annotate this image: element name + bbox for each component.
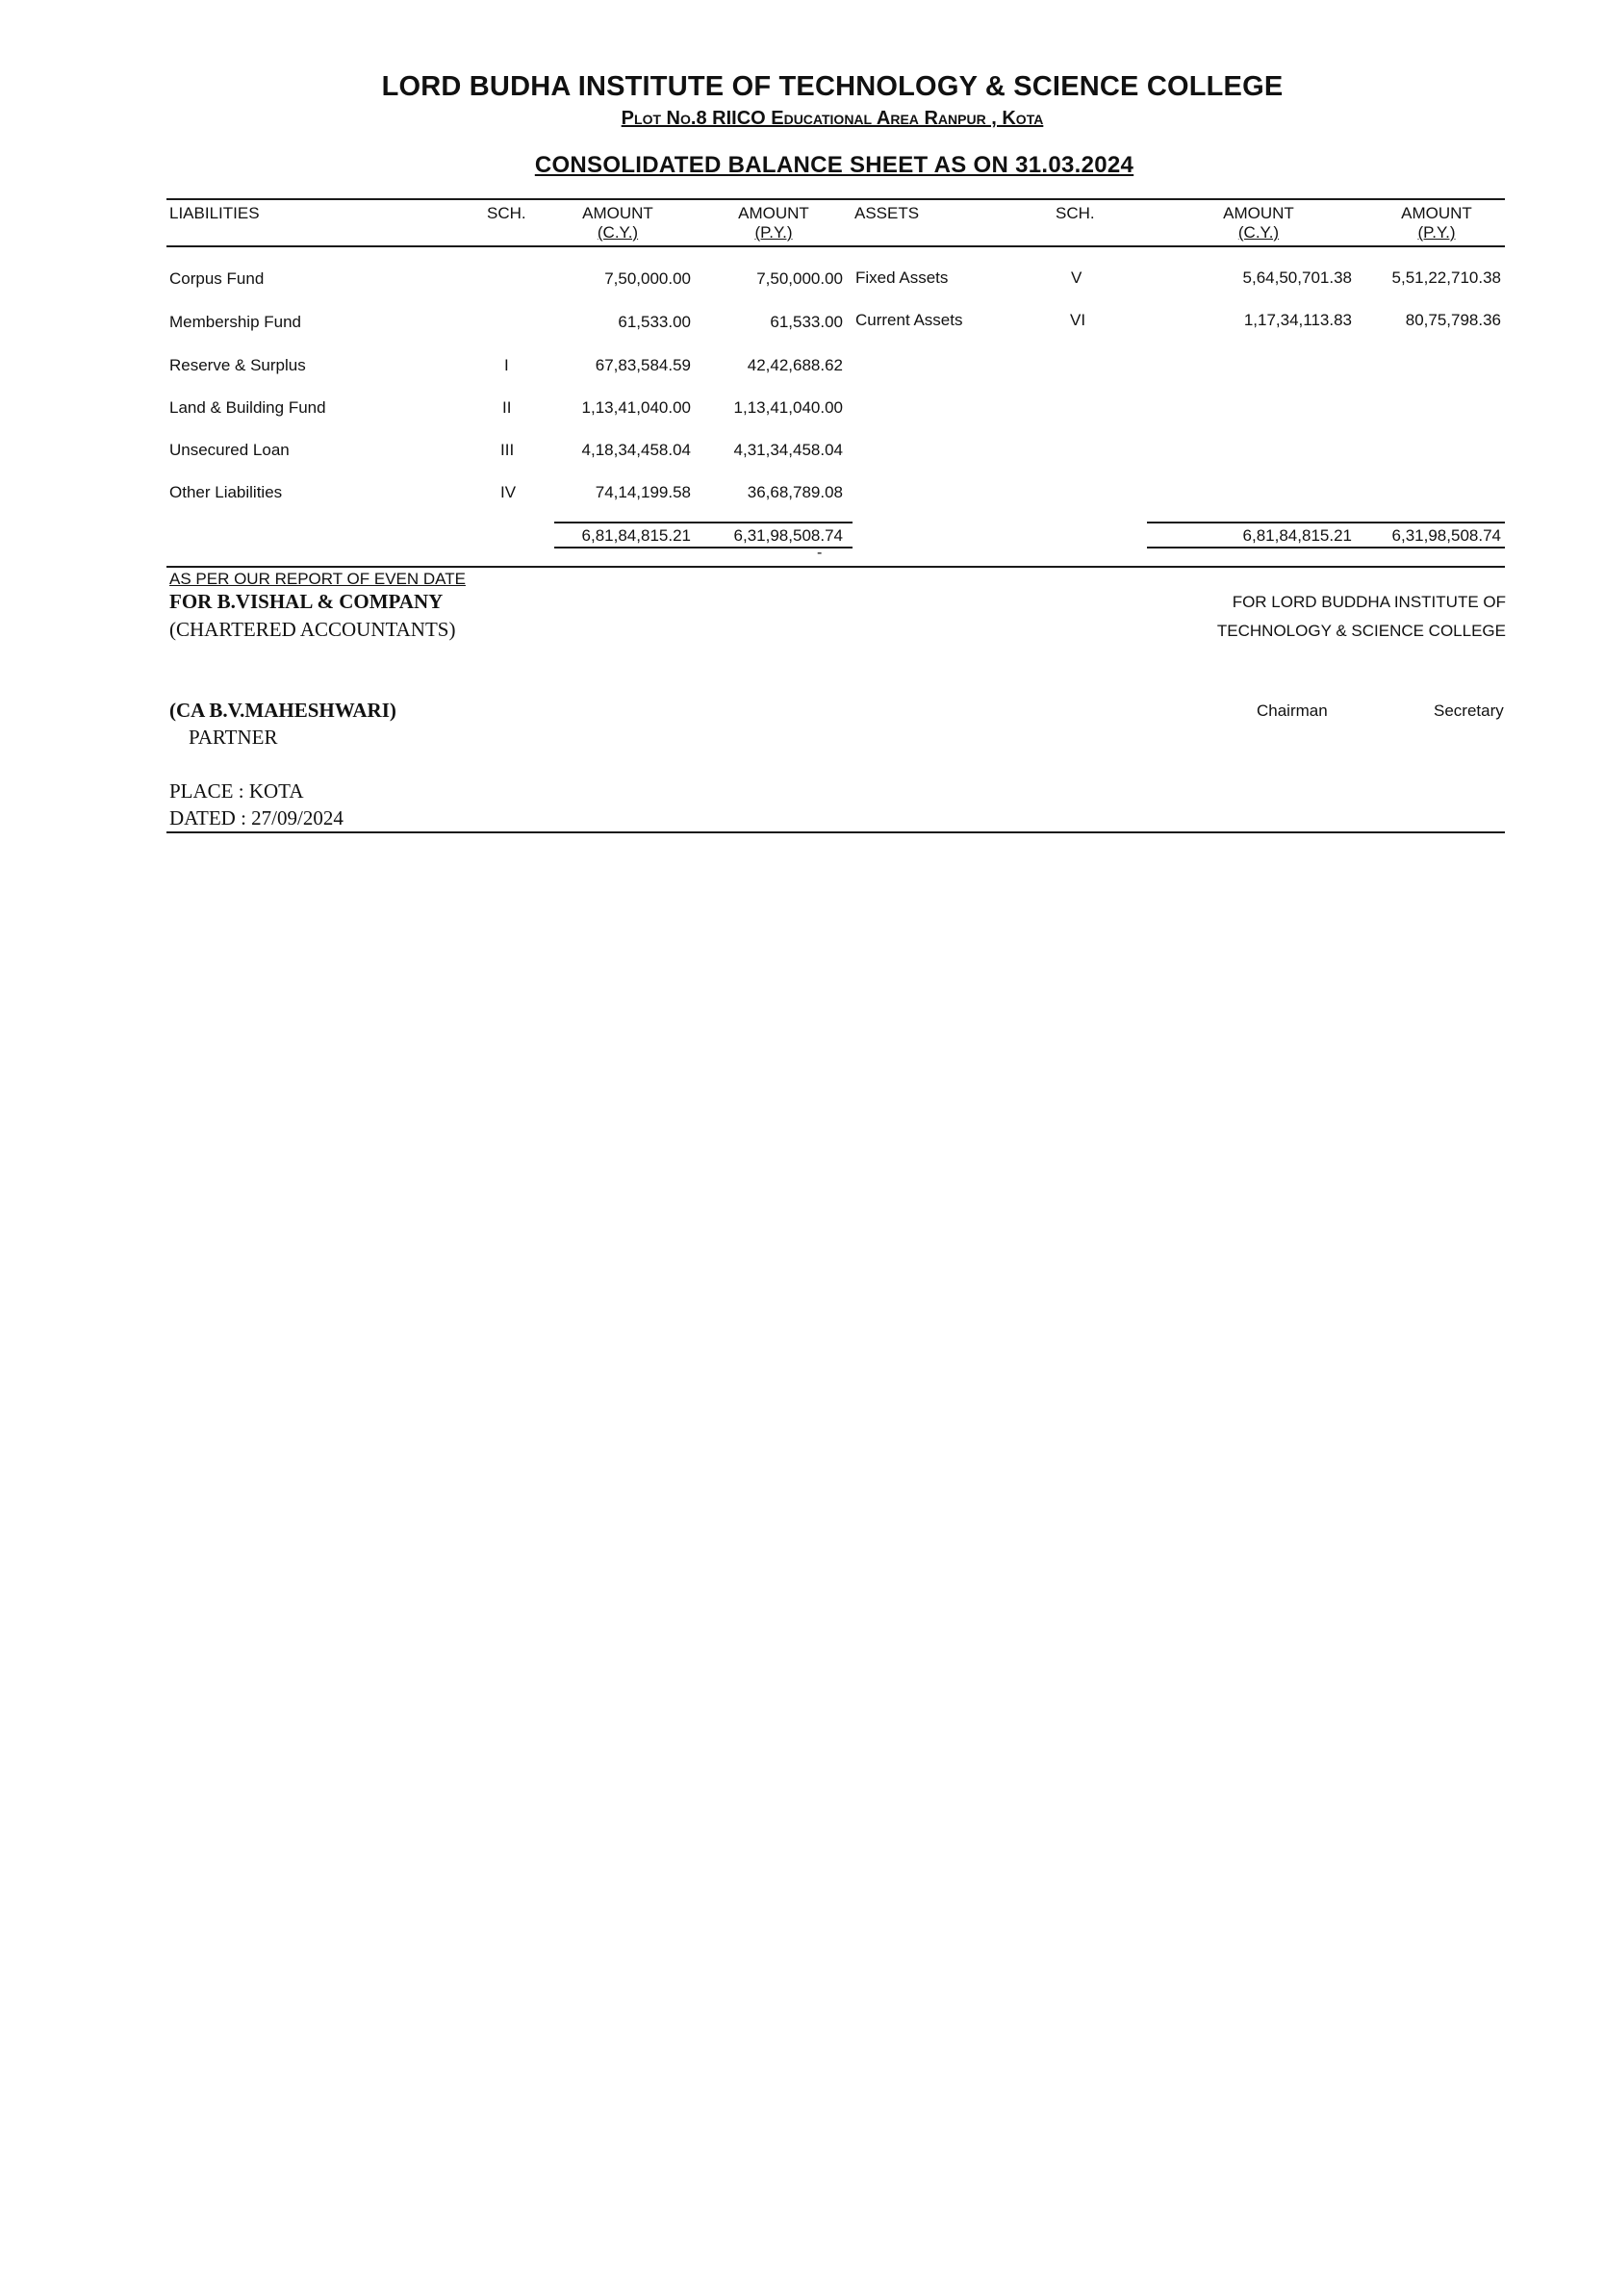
table-header-rule	[166, 245, 1505, 247]
liability-py: 4,31,34,458.04	[733, 441, 843, 459]
liability-name: Corpus Fund	[169, 269, 265, 288]
col-liab-sch: SCH.	[487, 204, 526, 222]
asset-total-top-rule	[1147, 522, 1505, 523]
chairman-label: Chairman	[1257, 702, 1328, 720]
liability-cy: 74,14,199.58	[595, 483, 691, 501]
asset-sch: V	[1071, 268, 1082, 287]
liability-sch: I	[504, 356, 509, 374]
col-asset-cy: (C.Y.)	[1237, 223, 1280, 242]
liability-sch: III	[500, 441, 515, 459]
sheet-title: CONSOLIDATED BALANCE SHEET AS ON 31.03.2024	[534, 152, 1134, 178]
liability-cy: 67,83,584.59	[595, 356, 691, 374]
col-asset-amount-py: AMOUNT	[1401, 204, 1472, 222]
auditor-designation: (CHARTERED ACCOUNTANTS)	[169, 618, 456, 641]
asset-total-bottom-rule	[1147, 547, 1505, 548]
asset-py: 5,51,22,710.38	[1391, 268, 1501, 287]
liability-py: 61,533.00	[770, 313, 843, 331]
place: PLACE : KOTA	[169, 779, 304, 803]
col-asset-sch: SCH.	[1056, 204, 1095, 222]
institute-name: LORD BUDHA INSTITUTE OF TECHNOLOGY & SCIENCE COLLEGE	[381, 71, 1284, 102]
institute-sign-line1: FOR LORD BUDDHA INSTITUTE OF	[1232, 593, 1506, 611]
auditor-role: PARTNER	[189, 726, 278, 749]
liabilities-total-cy: 6,81,84,815.21	[581, 526, 691, 545]
report-line: AS PER OUR REPORT OF EVEN DATE	[169, 570, 466, 588]
col-asset-py: (P.Y.)	[1417, 223, 1456, 242]
col-assets: ASSETS	[854, 204, 920, 222]
asset-sch: VI	[1070, 311, 1086, 329]
liability-name: Other Liabilities	[169, 483, 283, 501]
secretary-label: Secretary	[1434, 702, 1504, 720]
col-liabilities: LIABILITIES	[169, 204, 260, 222]
liability-py: 7,50,000.00	[756, 269, 843, 288]
asset-name: Fixed Assets	[855, 268, 949, 287]
institute-sign-line2: TECHNOLOGY & SCIENCE COLLEGE	[1216, 622, 1506, 640]
auditor-firm: FOR B.VISHAL & COMPANY	[169, 590, 444, 613]
assets-total-py: 6,31,98,508.74	[1391, 526, 1501, 545]
asset-py: 80,75,798.36	[1405, 311, 1501, 329]
col-liab-amount-cy: AMOUNT	[582, 204, 653, 222]
liability-name: Membership Fund	[169, 313, 302, 331]
liability-py: 36,68,789.08	[747, 483, 843, 501]
liability-name: Unsecured Loan	[169, 441, 290, 459]
liability-cy: 61,533.00	[618, 313, 691, 331]
liab-total-bottom-rule	[554, 547, 853, 548]
institute-address: Plot No.8 RIICO Educational Area Ranpur , Kota	[621, 108, 1044, 129]
asset-cy: 5,64,50,701.38	[1242, 268, 1352, 287]
table-bottom-rule	[166, 566, 1505, 568]
total-dash: -	[817, 545, 823, 561]
liability-cy: 7,50,000.00	[604, 269, 691, 288]
liability-py: 1,13,41,040.00	[733, 398, 843, 417]
liability-cy: 1,13,41,040.00	[581, 398, 691, 417]
liab-total-top-rule	[554, 522, 853, 523]
col-asset-amount-cy: AMOUNT	[1223, 204, 1294, 222]
liability-sch: II	[502, 398, 512, 417]
asset-name: Current Assets	[855, 311, 963, 329]
liability-name: Reserve & Surplus	[169, 356, 306, 374]
dated: DATED : 27/09/2024	[169, 806, 344, 829]
assets-total-cy: 6,81,84,815.21	[1242, 526, 1352, 545]
liability-py: 42,42,688.62	[747, 356, 843, 374]
col-liab-py: (P.Y.)	[754, 223, 793, 242]
footer-rule	[166, 831, 1505, 833]
liabilities-total-py: 6,31,98,508.74	[733, 526, 843, 545]
liability-cy: 4,18,34,458.04	[581, 441, 691, 459]
auditor-signatory: (CA B.V.MAHESHWARI)	[169, 699, 396, 722]
table-top-rule	[166, 198, 1505, 200]
liability-name: Land & Building Fund	[169, 398, 326, 417]
liability-sch: IV	[500, 483, 517, 501]
asset-cy: 1,17,34,113.83	[1243, 311, 1352, 329]
col-liab-amount-py: AMOUNT	[738, 204, 809, 222]
col-liab-cy: (C.Y.)	[597, 223, 639, 242]
